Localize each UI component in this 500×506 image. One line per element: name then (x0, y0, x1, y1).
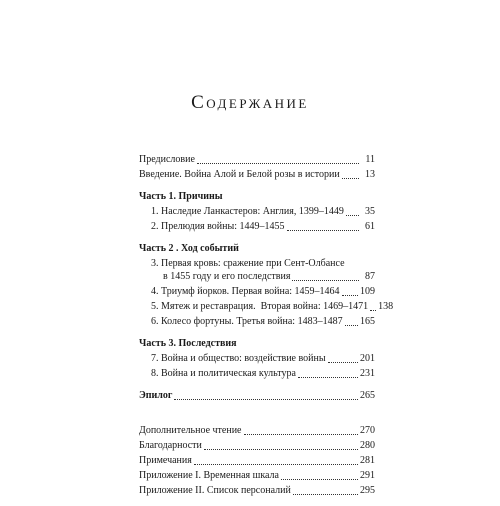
dot-leader (244, 425, 359, 435)
entry-page: 281 (360, 455, 375, 466)
dot-leader (194, 455, 358, 465)
dot-leader (174, 390, 358, 400)
page-title: Содержание (191, 92, 309, 113)
entry-title: Приложение II. Список персоналий (139, 485, 291, 496)
part-heading: Часть 3. Последствия (139, 338, 237, 349)
toc-entry (139, 367, 375, 380)
entry-title-line1: 3. Первая кровь: сражение при Сент-Олбансе (151, 258, 345, 269)
dot-leader (328, 353, 358, 363)
dot-leader (281, 470, 358, 480)
entry-title: 1. Наследие Ланкастеров: Англия, 1399–1449 (151, 206, 344, 217)
part-heading: Часть 2 . Ход событий (139, 243, 239, 254)
toc-entry (139, 454, 375, 467)
entry-page: 291 (360, 470, 375, 481)
part-heading: Часть 1. Причины (139, 191, 223, 202)
front-matter (139, 153, 375, 181)
entry-title: Благодарности (139, 440, 202, 451)
dot-leader (287, 221, 359, 231)
table-of-contents (139, 153, 394, 506)
toc-entry (139, 352, 375, 365)
entry-title: 2. Прелюдия войны: 1449–1455 (151, 221, 285, 232)
epilogue (139, 389, 375, 402)
entry-page: 138 (378, 301, 394, 312)
entry-page: 87 (365, 271, 375, 282)
entry-page: 35 (365, 206, 375, 217)
toc-entry (139, 220, 375, 233)
entry-page: 165 (360, 316, 375, 327)
part-1 (139, 190, 375, 233)
entry-page: 201 (360, 353, 375, 364)
toc-entry (139, 424, 375, 437)
entry-title: Дополнительное чтение (139, 425, 242, 436)
toc-entry (139, 257, 375, 283)
toc-entry (139, 484, 375, 497)
toc-entry (139, 285, 375, 298)
entry-page: 61 (365, 221, 375, 232)
toc-entry (139, 439, 375, 452)
entry-page: 265 (360, 390, 375, 401)
dot-leader (346, 206, 359, 216)
toc-entry (139, 315, 375, 328)
dot-leader (345, 316, 358, 326)
entry-title: Предисловие (139, 154, 195, 165)
toc-entry (139, 389, 375, 402)
entry-title: Примечания (139, 455, 192, 466)
toc-entry (139, 168, 375, 181)
entry-title: Приложение I. Временная шкала (139, 470, 279, 481)
entry-page: 11 (365, 154, 375, 165)
part-3 (139, 337, 375, 380)
entry-title: Эпилог (139, 390, 173, 401)
entry-page: 109 (360, 286, 375, 297)
part-2 (139, 242, 394, 328)
dot-leader (342, 169, 359, 179)
entry-page: 270 (360, 425, 375, 436)
entry-title: 5. Мятеж и реставрация. Вторая война: 1469–1471 (151, 301, 369, 312)
dot-leader (342, 286, 358, 296)
entry-title-line2: в 1455 году и его последствия (163, 271, 291, 282)
toc-entry (139, 153, 375, 166)
dot-leader (293, 485, 358, 495)
toc-entry (139, 469, 375, 482)
dot-leader (197, 154, 359, 164)
entry-page: 231 (360, 368, 375, 379)
entry-page: 13 (365, 169, 375, 180)
entry-title: 4. Триумф йорков. Первая война: 1459–1464 (151, 286, 340, 297)
entry-title: 6. Колесо фортуны. Третья война: 1483–1487 (151, 316, 343, 327)
entry-title: Введение. Война Алой и Белой розы в истории (139, 169, 340, 180)
back-matter (139, 424, 375, 497)
dot-leader (292, 271, 359, 281)
dot-leader (370, 301, 376, 311)
entry-page: 295 (360, 485, 375, 496)
toc-entry (139, 300, 394, 313)
entry-page: 280 (360, 440, 375, 451)
entry-title: 8. Война и политическая культура (151, 368, 296, 379)
dot-leader (204, 440, 358, 450)
toc-entry (139, 205, 375, 218)
entry-title: 7. Война и общество: воздействие войны (151, 353, 326, 364)
dot-leader (298, 368, 358, 378)
